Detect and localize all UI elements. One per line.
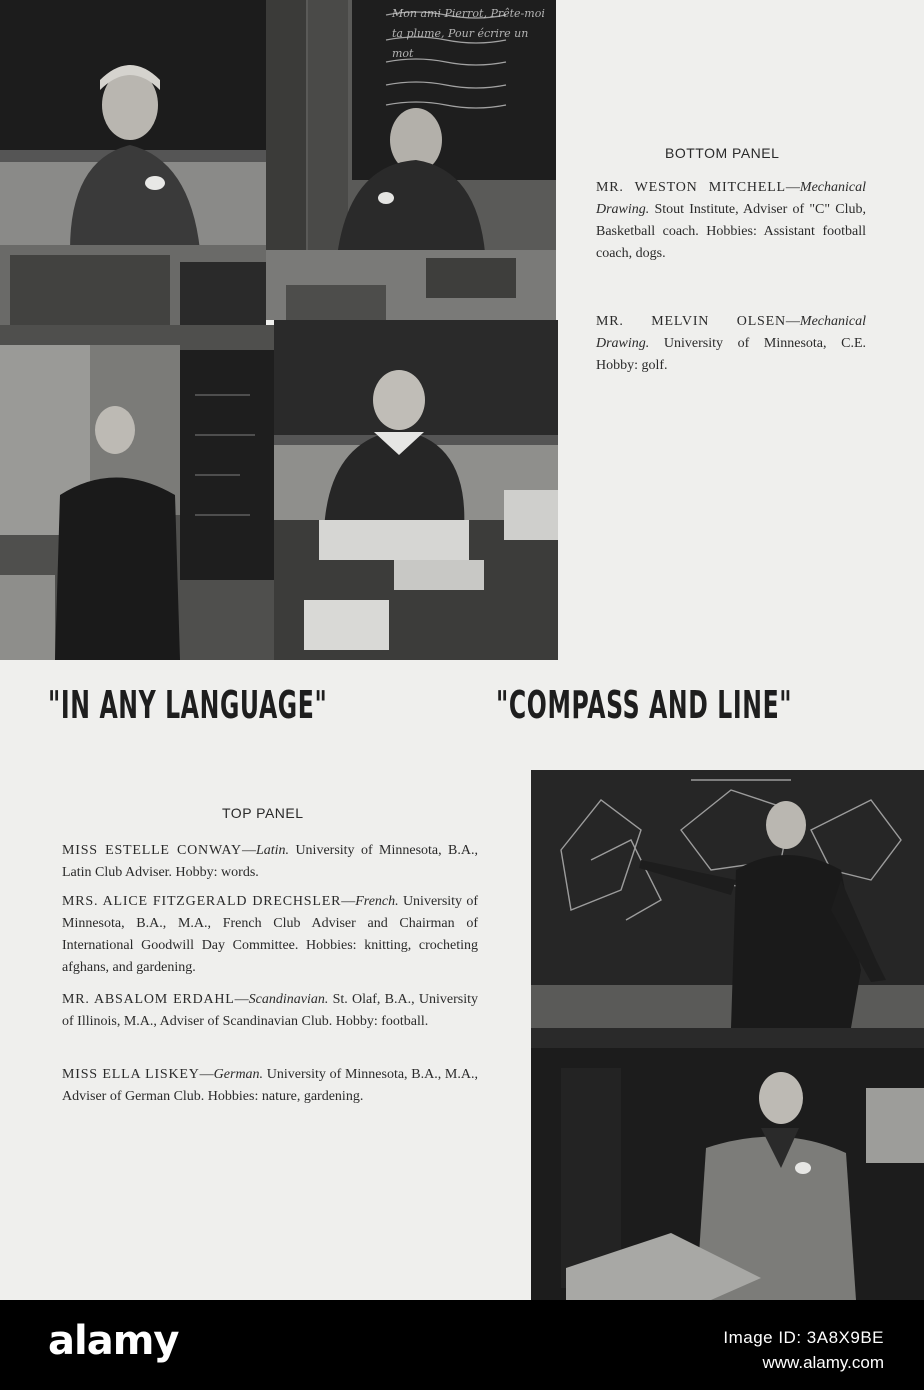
entry-name: MISS ESTELLE CONWAY bbox=[62, 843, 242, 858]
entry-details: University of Minnesota, B.A., Latin Club Adviser. Hobby: words. bbox=[62, 843, 478, 880]
alamy-logo: alamy bbox=[48, 1318, 179, 1364]
entry-alice-drechsler: MRS. ALICE FITZGERALD DRECHSLER—French. University of Minnesota, B.A., M.A., French Club Adviser and Chairman of International Goodwill Day Committee. Hobbies: knitting, crocheting afghans, and gardening. bbox=[62, 894, 478, 975]
entry-details: St. Olaf, B.A., University of Illinois, M.A., Adviser of Scandinavian Club. Hobby: football. bbox=[62, 992, 478, 1029]
entry-name: MISS ELLA LISKEY bbox=[62, 1067, 200, 1082]
entry-subject: Latin. bbox=[255, 843, 290, 858]
photo-teacher-olsen bbox=[531, 1028, 924, 1300]
entry-ella-liskey: MISS ELLA LISKEY—German. University of Minnesota, B.A., M.A., Adviser of German Club. Hobbies: nature, gardening. bbox=[62, 1067, 478, 1104]
entry-weston-mitchell: MR. WESTON MITCHELL—Mechanical Drawing. Stout Institute, Adviser of "C" Club, Basketball coach. Hobbies: Assistant football coach, dogs. bbox=[596, 180, 866, 261]
entry-name: MRS. ALICE FITZGERALD DRECHSLER bbox=[62, 894, 342, 909]
entry-details: University of Minnesota, B.A., M.A., Adviser of German Club. Hobbies: nature, gardening. bbox=[62, 1067, 478, 1104]
entry-estelle-conway: MISS ESTELLE CONWAY—Latin. University of Minnesota, B.A., Latin Club Adviser. Hobby: words. bbox=[62, 843, 478, 880]
entry-subject: Mechanical Drawing. bbox=[596, 180, 866, 217]
entry-subject: German. bbox=[213, 1067, 264, 1082]
entry-melvin-olsen: MR. MELVIN OLSEN—Mechanical Drawing. University of Minnesota, C.E. Hobby: golf. bbox=[596, 314, 866, 373]
entry-subject: Mechanical Drawing. bbox=[596, 314, 866, 351]
entry-details: University of Minnesota, B.A., M.A., French Club Adviser and Chairman of International Goodwill Day Committee. Hobbies: knitting, crocheting afghans, and gardening. bbox=[62, 894, 478, 975]
chalkboard-text: Mon ami Pierrot, Prête-moi ta plume, Pour écrire un mot bbox=[392, 7, 545, 60]
entry-name: MR. MELVIN OLSEN bbox=[596, 314, 786, 329]
photo-teacher-mitchell bbox=[531, 770, 924, 1028]
bottom-panel-title: BOTTOM PANEL bbox=[665, 145, 780, 161]
top-panel-title: TOP PANEL bbox=[222, 805, 304, 821]
image-id: Image ID: 3A8X9BE bbox=[723, 1328, 884, 1347]
entry-details: Stout Institute, Adviser of "C" Club, Basketball coach. Hobbies: Assistant football coach, dogs. bbox=[596, 202, 866, 261]
photo-teacher-scandinavian bbox=[0, 325, 274, 660]
entry-subject: French. bbox=[355, 894, 399, 909]
heading-compass-and-line: "COMPASS AND LINE" bbox=[496, 683, 793, 727]
entry-name: MR. WESTON MITCHELL bbox=[596, 180, 786, 195]
entry-name: MR. ABSALOM ERDAHL bbox=[62, 992, 235, 1007]
entry-subject: Scandinavian. bbox=[248, 992, 329, 1007]
site-url[interactable]: www.alamy.com bbox=[762, 1353, 884, 1372]
photo-teacher-latin bbox=[0, 0, 266, 325]
heading-in-any-language: "IN ANY LANGUAGE" bbox=[48, 683, 328, 727]
photo-teacher-german bbox=[274, 320, 558, 660]
entry-absalom-erdahl: MR. ABSALOM ERDAHL—Scandinavian. St. Olaf, B.A., University of Illinois, M.A., Adviser of Scandinavian Club. Hobby: football. bbox=[62, 992, 478, 1029]
entry-details: University of Minnesota, C.E. Hobby: golf. bbox=[596, 336, 866, 373]
